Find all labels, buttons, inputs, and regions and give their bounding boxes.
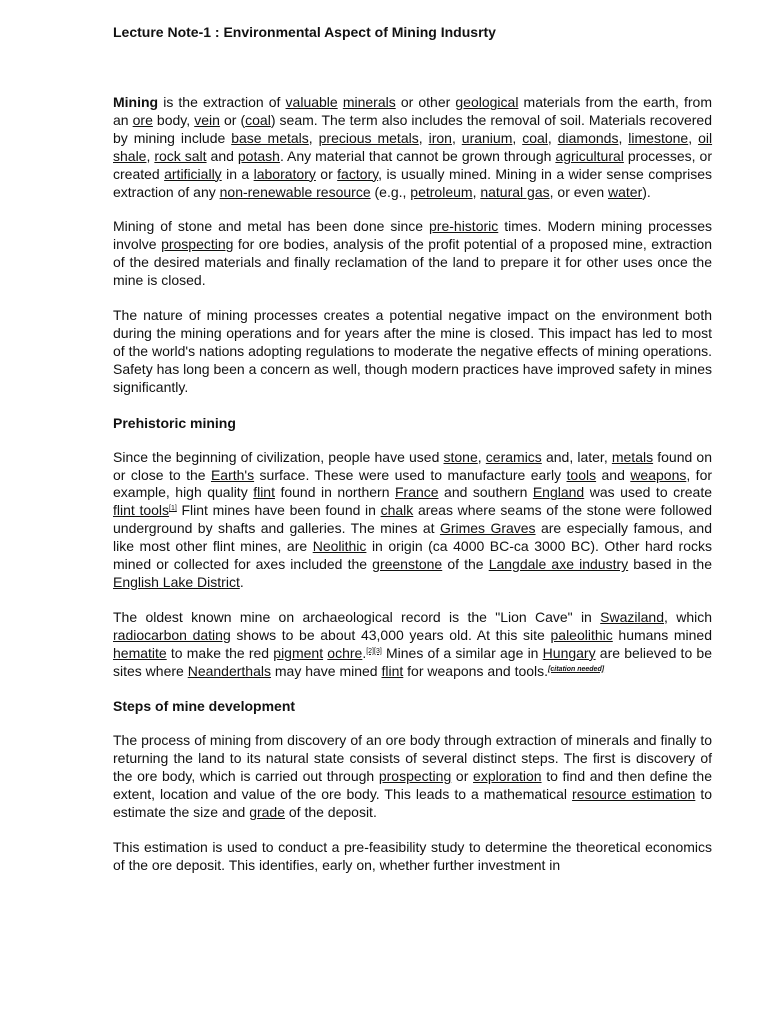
link-coal[interactable]: coal [245,111,271,128]
text: and southern [438,484,533,501]
link-geological[interactable]: geological [455,94,519,110]
text: . [239,573,244,590]
text: , [618,129,629,146]
link-artificially[interactable]: artificially [164,165,222,182]
text: , [451,129,462,146]
text: . [362,644,367,661]
text: (e.g., [370,183,411,200]
text: . Any material that cannot be grown through [279,147,556,164]
link-pigment[interactable]: pigment [273,644,324,661]
text: and [596,466,631,483]
text: Mines of a similar age in [381,644,543,661]
paragraph-environment: The nature of mining processes creates a potential negative impact on the environment both during the mining operations and for years after the mine is closed. This impact has led to most of the world's nations adopting regulations to moderate the negative effects of mining operations. Safety has long been a concern as well, though modern practices have improved safety in mines significantly. [113,307,712,395]
text: Flint mines have been found in [176,502,381,519]
text: or ( [219,111,246,128]
text: ). [642,183,651,200]
footnote-ref-1[interactable]: [1] [169,505,177,513]
link-grimes-graves[interactable]: Grimes Graves [439,520,536,537]
text: , [477,448,486,465]
text: was used to create [584,484,712,501]
paragraph-oldest-mine [113,609,712,681]
text: Since the beginning of civilization, people have used [113,448,444,465]
link-laboratory[interactable]: laboratory [253,165,316,182]
link-base-metals[interactable]: base metals [231,129,309,146]
link-chalk[interactable]: chalk [380,502,414,519]
link-iron[interactable]: iron [428,129,452,146]
text: in origin (ca 4000 BC-ca 3000 BC). Other hard rocks mined or collected for axes included the [113,538,712,573]
text: or other [395,94,456,110]
link-neanderthals[interactable]: Neanderthals [187,662,271,679]
text: of the deposit. [285,804,377,821]
link-potash[interactable]: potash [237,147,280,164]
text: for ore bodies, analysis of the profit potential of a proposed mine, extraction of the desired materials and finally reclamation of the land to prepare it for other uses once the mine is closed. [113,236,712,289]
text: , [547,129,558,146]
link-resource-estimation[interactable]: resource estimation [572,786,696,803]
text: or [315,165,338,182]
link-coal-2[interactable]: coal [522,129,548,146]
text: is the extraction of [158,94,286,110]
text: , [472,183,481,200]
link-non-renewable-resource[interactable]: non-renewable resource [219,183,371,200]
link-water[interactable]: water [608,183,643,200]
text: processes, or created [113,147,712,182]
link-flint[interactable]: flint [253,484,275,501]
footnote-ref-2-3[interactable]: [2][3] [366,647,382,655]
link-earths[interactable]: Earth's [210,466,255,483]
text: are especially famous, and like most other flint mines, are [113,520,712,555]
text: ) seam. The term also includes the removal of soil. Materials recovered by mining include [113,111,713,146]
text: of the [442,556,489,573]
paragraph-mining-definition [113,94,712,201]
term-mining: Mining [113,94,159,110]
link-diamonds[interactable]: diamonds [557,129,619,146]
text: may have mined [270,662,382,679]
text: Mining of stone and metal has been done since [113,218,430,235]
link-ceramics[interactable]: ceramics [485,448,542,465]
text: surface. These were used to manufacture early [254,466,567,483]
link-flint-2[interactable]: flint [381,662,404,679]
text: materials from the earth, from an [113,94,712,128]
link-metals[interactable]: metals [611,448,654,465]
link-flint-tools[interactable]: flint tools [113,502,170,519]
text: , or even [549,183,608,200]
link-natural-gas[interactable]: natural gas [480,183,550,200]
link-uranium[interactable]: uranium [461,129,513,146]
link-hematite[interactable]: hematite [113,644,167,661]
text: , which [664,608,712,625]
link-prospecting[interactable]: prospecting [161,236,234,253]
link-valuable[interactable]: valuable [285,94,338,110]
link-france[interactable]: France [394,484,439,501]
text: found in northern [274,484,395,501]
text: , [308,129,319,146]
text: to estimate the size and [113,786,713,821]
text: to make the red [166,644,274,661]
link-oil-shale[interactable]: oil shale [113,129,713,164]
text: areas where seams of the stone were followed underground by shafts and galleries. The mines at [113,502,712,537]
document-title: Lecture Note-1 : Environmental Aspect of Mining Indusrty [113,24,496,40]
text: , [512,129,523,146]
paragraph-history [113,218,712,290]
text: or [451,768,474,785]
text: , [688,129,699,146]
link-tools[interactable]: tools [566,466,597,483]
text: The oldest known mine on archaeological record is the "Lion Cave" in [113,608,601,625]
document-page [113,23,712,892]
text: , for example, high quality [113,466,713,501]
text: humans mined [612,626,713,643]
link-vein[interactable]: vein [194,111,220,128]
link-ore[interactable]: ore [132,111,153,128]
link-prospecting-2[interactable]: prospecting [378,768,452,785]
link-petroleum[interactable]: petroleum [410,183,473,200]
text: for weapons and tools. [403,662,549,679]
paragraph-estimation: This estimation is used to conduct a pre-feasibility study to determine the theoretical economics of the ore deposit. This identifies, early on, whether further investment in [113,839,712,873]
link-hungary[interactable]: Hungary [542,644,596,661]
citation-needed-link[interactable]: [citation needed] [548,665,605,673]
text: times. Modern mining processes involve [113,218,712,253]
link-exploration[interactable]: exploration [473,768,542,785]
text: in a [221,165,254,182]
heading-steps-of-mine-development: Steps of mine development [113,698,296,715]
link-pre-historic[interactable]: pre-historic [429,218,499,235]
paragraph-prehistoric [113,449,712,592]
text: and, later, [541,448,612,465]
text: based in the [628,556,712,573]
link-swaziland[interactable]: Swaziland [600,608,664,625]
text: , is usually mined. Mining in a wider sense comprises extraction of any [113,165,712,200]
link-rock-salt[interactable]: rock salt [154,147,207,164]
link-limestone[interactable]: limestone [628,129,689,146]
paragraph-process [113,732,712,822]
link-ochre[interactable]: ochre [327,644,363,661]
link-factory[interactable]: factory [337,165,379,182]
link-stone[interactable]: stone [443,448,478,465]
link-paleolithic[interactable]: paleolithic [550,626,613,643]
link-agricultural[interactable]: agricultural [555,147,624,164]
link-greenstone[interactable]: greenstone [372,556,443,573]
link-minerals[interactable]: minerals [342,94,396,110]
text: shows to be about 43,000 years old. At this site [230,626,551,643]
link-grade[interactable]: grade [249,804,285,821]
text: found on or close to the [113,448,712,483]
link-precious-metals[interactable]: precious metals [318,129,419,146]
link-weapons[interactable]: weapons [630,466,687,483]
heading-prehistoric-mining: Prehistoric mining [113,414,236,431]
text: to find and then define the extent, location and value of the ore body. This leads to a mathematical [113,768,712,803]
text: , [146,147,155,164]
text: and [206,147,238,164]
text: , [418,129,429,146]
text: body, [152,111,195,128]
link-english-lake-district[interactable]: English Lake District [113,573,240,590]
link-england[interactable]: England [532,484,585,501]
link-radiocarbon-dating[interactable]: radiocarbon dating [113,626,231,643]
text: The process of mining from discovery of an ore body through extraction of minerals and finally to returning the land to its natural state consists of several distinct steps. The first is discovery of the ore body, which is carried out through [113,732,712,785]
link-neolithic[interactable]: Neolithic [312,538,367,555]
text: are believed to be sites where [113,644,713,679]
link-langdale-axe-industry[interactable]: Langdale axe industry [488,556,629,573]
